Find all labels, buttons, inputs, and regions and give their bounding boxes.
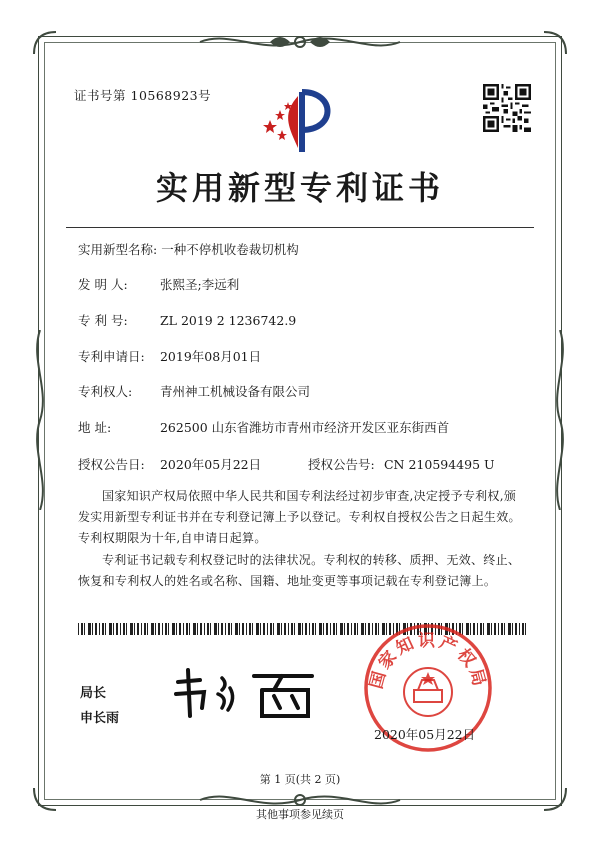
filing-date-row: [78, 347, 261, 365]
patentee-row: [78, 382, 310, 400]
patent-number-label: 专 利 号:: [78, 313, 128, 328]
certificate-number: [74, 86, 211, 104]
patent-number-row: [78, 311, 296, 329]
director-role: 局长: [80, 686, 107, 701]
inventor-row: [78, 275, 239, 293]
top-ornament: [190, 30, 410, 54]
right-ornament: [550, 330, 570, 510]
page-title: 实用新型专利证书: [155, 169, 444, 207]
seal-text: 国家知识产权局: [366, 631, 490, 691]
address-label: 地 址:: [78, 420, 112, 435]
certificate-number-label: 证书号第: [74, 88, 127, 103]
grant-number-label: 授权公告号:: [308, 457, 375, 472]
certificate-number-value: 10568923号: [130, 88, 212, 103]
qr-code-icon: [483, 84, 531, 132]
grant-date-value: 2020年05月22日: [159, 457, 262, 472]
corner-ornament-tl: [30, 28, 60, 58]
continuation-note: 其他事项参见续页: [256, 808, 344, 821]
grant-date-label: 授权公告日:: [78, 457, 145, 472]
utility-name-label: 实用新型名称:: [78, 242, 158, 257]
left-ornament: [30, 330, 50, 510]
seal-date: 2020年05月22日: [374, 727, 476, 742]
body-paragraph-1: 国家知识产权局依照中华人民共和国专利法经过初步审查,决定授予专利权,颁发实用新型专利证书并在专利登记簿上予以登记。专利权自授权公告之日起生效。专利权期限为十年,自申请日起算。: [78, 489, 521, 545]
title-divider: [66, 227, 534, 228]
corner-ornament-tr: [540, 28, 570, 58]
patentee-label: 专利权人:: [78, 384, 133, 399]
address-value: 262500 山东省潍坊市青州市经济开发区亚东街西首: [159, 420, 450, 435]
inventor-value: 张熙圣;李远利: [159, 277, 240, 292]
patentee-value: 青州神工机械设备有限公司: [159, 384, 310, 399]
patent-number-value: ZL 2019 2 1236742.9: [159, 313, 297, 328]
utility-name-row: [78, 240, 299, 258]
body-paragraph-2: 专利证书记载专利权登记时的法律状况。专利权的转移、质押、无效、终止、恢复和专利权人的姓名或名称、国籍、地址变更等事项记载在专利登记簿上。: [78, 553, 521, 588]
inventor-label: 发 明 人:: [78, 277, 128, 292]
grant-date-row: [78, 455, 261, 473]
grant-number-row: [308, 455, 495, 473]
cnipa-logo-icon: [258, 86, 344, 158]
utility-name-value: 一种不停机收卷裁切机构: [161, 242, 299, 257]
director-signature: [170, 664, 320, 722]
filing-date-value: 2019年08月01日: [159, 349, 262, 364]
director-name: 申长雨: [80, 711, 120, 726]
grant-number-value: CN 210594495 U: [383, 457, 495, 472]
page-number: 第 1 页(共 2 页): [259, 773, 341, 786]
filing-date-label: 专利申请日:: [78, 349, 145, 364]
address-row: [78, 418, 449, 436]
